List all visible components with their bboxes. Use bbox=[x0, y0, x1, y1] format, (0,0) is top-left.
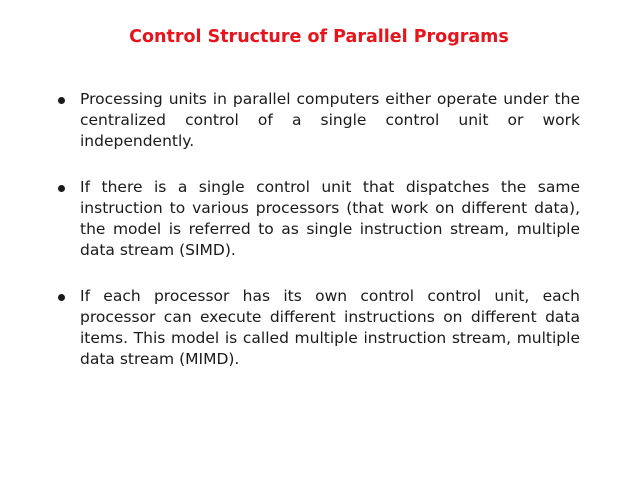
bullet-text: If there is a single control unit that dispatches the same instruction to various processors (that work on different data), the model is referred to as single instruction stream, multiple data stream (SIMD). bbox=[80, 178, 580, 259]
bullet-item-simd bbox=[58, 177, 580, 261]
bullet-list bbox=[58, 89, 580, 395]
slide-title: Control Structure of Parallel Programs bbox=[129, 27, 509, 47]
bullet-dot-icon bbox=[58, 97, 65, 104]
bullet-item-centralized-control bbox=[58, 89, 580, 152]
bullet-text: Processing units in parallel computers either operate under the centralized control of a single control unit or work independently. bbox=[80, 90, 580, 150]
bullet-item-mimd bbox=[58, 286, 580, 370]
bullet-dot-icon bbox=[58, 294, 65, 301]
bullet-dot-icon bbox=[58, 185, 65, 192]
bullet-text: If each processor has its own control control unit, each processor can execute different instructions on different data items. This model is called multiple instruction stream, multiple data stream (MIMD). bbox=[80, 287, 580, 368]
